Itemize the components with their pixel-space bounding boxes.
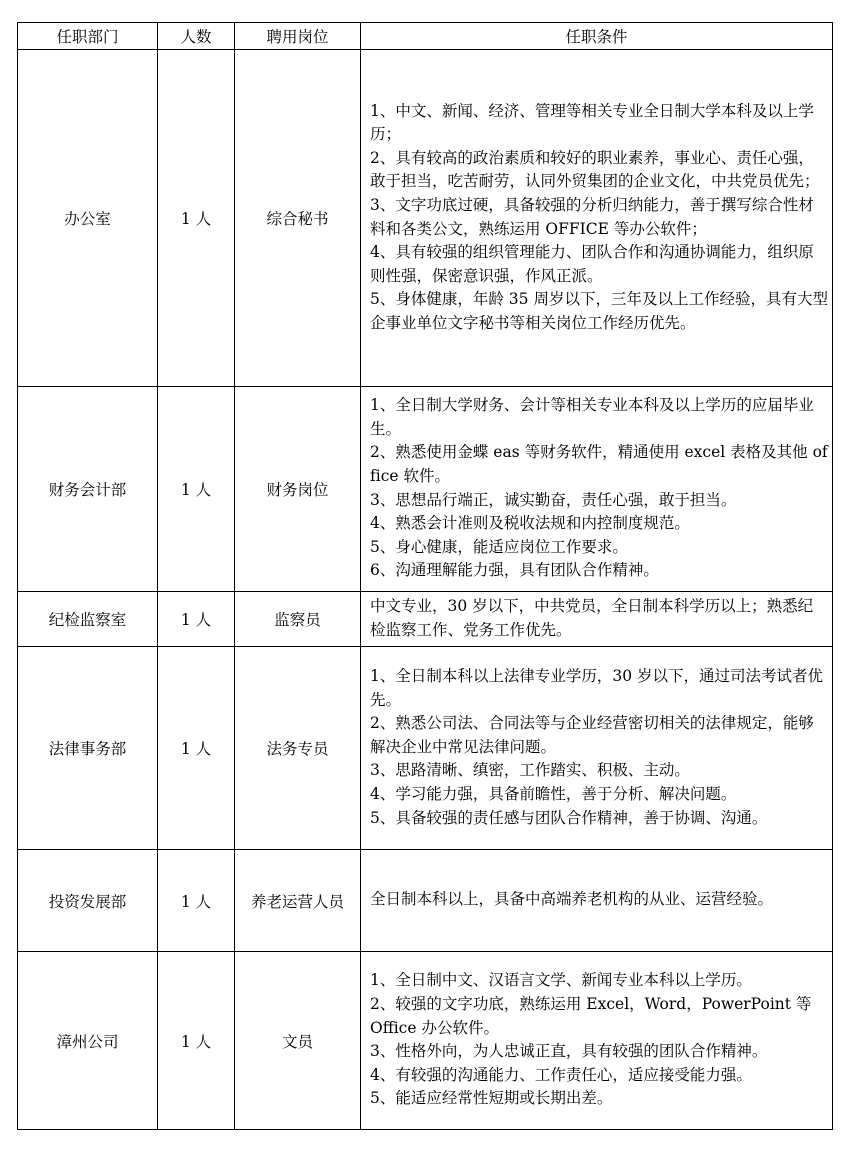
count-cell: 1 人 xyxy=(158,50,235,387)
condition-line: 5、身心健康，能适应岗位工作要求。 xyxy=(370,537,628,556)
condition-line: 1、全日制大学财务、会计等相关专业本科及以上学历的应届毕业生。 xyxy=(370,396,814,438)
conditions-cell xyxy=(361,50,833,387)
position-cell: 综合秘书 xyxy=(235,50,361,387)
condition-line: 2、熟悉使用金蝶 eas 等财务软件，精通使用 excel 表格及其他 office 软件。 xyxy=(370,443,828,485)
condition-line: 3、文字功底过硬，具备较强的分析归纳能力，善于撰写综合性材料和各类公文，熟练运用 OFFICE 等办公软件； xyxy=(370,195,814,238)
count-cell: 1 人 xyxy=(158,592,235,647)
dept-cell: 办公室 xyxy=(18,50,158,387)
condition-line: 5、具备较强的责任感与团队合作精神，善于协调、沟通。 xyxy=(370,808,768,827)
condition-line: 全日制本科以上，具备中高端养老机构的从业、运营经验。 xyxy=(370,890,774,909)
condition-line: 1、全日制中文、汉语言文学、新闻专业本科以上学历。 xyxy=(370,971,752,990)
count-cell: 1 人 xyxy=(158,647,235,850)
condition-line: 3、思想品行端正，诚实勤奋，责任心强，敢于担当。 xyxy=(370,490,737,509)
conditions-cell xyxy=(361,850,833,952)
table-row xyxy=(18,952,833,1130)
table-row xyxy=(18,850,833,952)
condition-line: 3、思路清晰、缜密，工作踏实、积极、主动。 xyxy=(370,761,690,780)
header-dept: 任职部门 xyxy=(18,23,158,50)
header-row xyxy=(18,23,833,50)
condition-line: 4、熟悉会计准则及税收法规和内控制度规范。 xyxy=(370,514,690,533)
position-cell: 文员 xyxy=(235,952,361,1130)
condition-line: 1、全日制本科以上法律专业学历，30 岁以下，通过司法考试者优先。 xyxy=(370,667,824,709)
count-cell: 1 人 xyxy=(158,952,235,1130)
table-row xyxy=(18,592,833,647)
condition-line: 4、具有较强的组织管理能力、团队合作和沟通协调能力，组织原则性强，保密意识强，作风正派。 xyxy=(370,243,814,285)
condition-line: 1、中文、新闻、经济、管理等相关专业全日制大学本科及以上学历； xyxy=(370,101,814,144)
header-count: 人数 xyxy=(158,23,235,50)
conditions-cell xyxy=(361,387,833,592)
conditions-cell xyxy=(361,647,833,850)
condition-line: 中文专业，30 岁以下，中共党员，全日制本科学历以上；熟悉纪检监察工作、党务工作优先。 xyxy=(370,597,814,639)
position-cell: 财务岗位 xyxy=(235,387,361,592)
dept-cell: 法律事务部 xyxy=(18,647,158,850)
header-conditions: 任职条件 xyxy=(361,23,833,50)
dept-cell: 财务会计部 xyxy=(18,387,158,592)
condition-line: 2、较强的文字功底，熟练运用 Excel，Word，PowerPoint 等 Office 办公软件。 xyxy=(370,995,812,1037)
position-cell: 法务专员 xyxy=(235,647,361,850)
condition-line: 6、沟通理解能力强，具有团队合作精神。 xyxy=(370,561,659,580)
condition-line: 4、学习能力强，具备前瞻性，善于分析、解决问题。 xyxy=(370,785,737,804)
position-cell: 监察员 xyxy=(235,592,361,647)
conditions-cell xyxy=(361,592,833,647)
header-position: 聘用岗位 xyxy=(235,23,361,50)
condition-line: 4、有较强的沟通能力、工作责任心，适应接受能力强。 xyxy=(370,1065,752,1084)
table-row xyxy=(18,387,833,592)
condition-line: 5、身体健康，年龄 35 周岁以下，三年及以上工作经验，具有大型企事业单位文字秘书等相关岗位工作经历优先。 xyxy=(370,290,828,332)
recruitment-table xyxy=(17,22,833,1130)
condition-line: 2、具有较高的政治素质和较好的职业素养，事业心、责任心强，敢于担当，吃苦耐劳，认同外贸集团的企业文化，中共党员优先； xyxy=(370,148,820,191)
condition-line: 3、性格外向，为人忠诚正直，具有较强的团队合作精神。 xyxy=(370,1042,768,1061)
count-cell: 1 人 xyxy=(158,850,235,952)
condition-line: 2、熟悉公司法、合同法等与企业经营密切相关的法律规定，能够解决企业中常见法律问题。 xyxy=(370,714,814,756)
condition-line: 5、能适应经常性短期或长期出差。 xyxy=(370,1089,613,1108)
table-row xyxy=(18,647,833,850)
position-cell: 养老运营人员 xyxy=(235,850,361,952)
table-row xyxy=(18,50,833,387)
count-cell: 1 人 xyxy=(158,387,235,592)
dept-cell: 纪检监察室 xyxy=(18,592,158,647)
dept-cell: 漳州公司 xyxy=(18,952,158,1130)
conditions-cell xyxy=(361,952,833,1130)
dept-cell: 投资发展部 xyxy=(18,850,158,952)
